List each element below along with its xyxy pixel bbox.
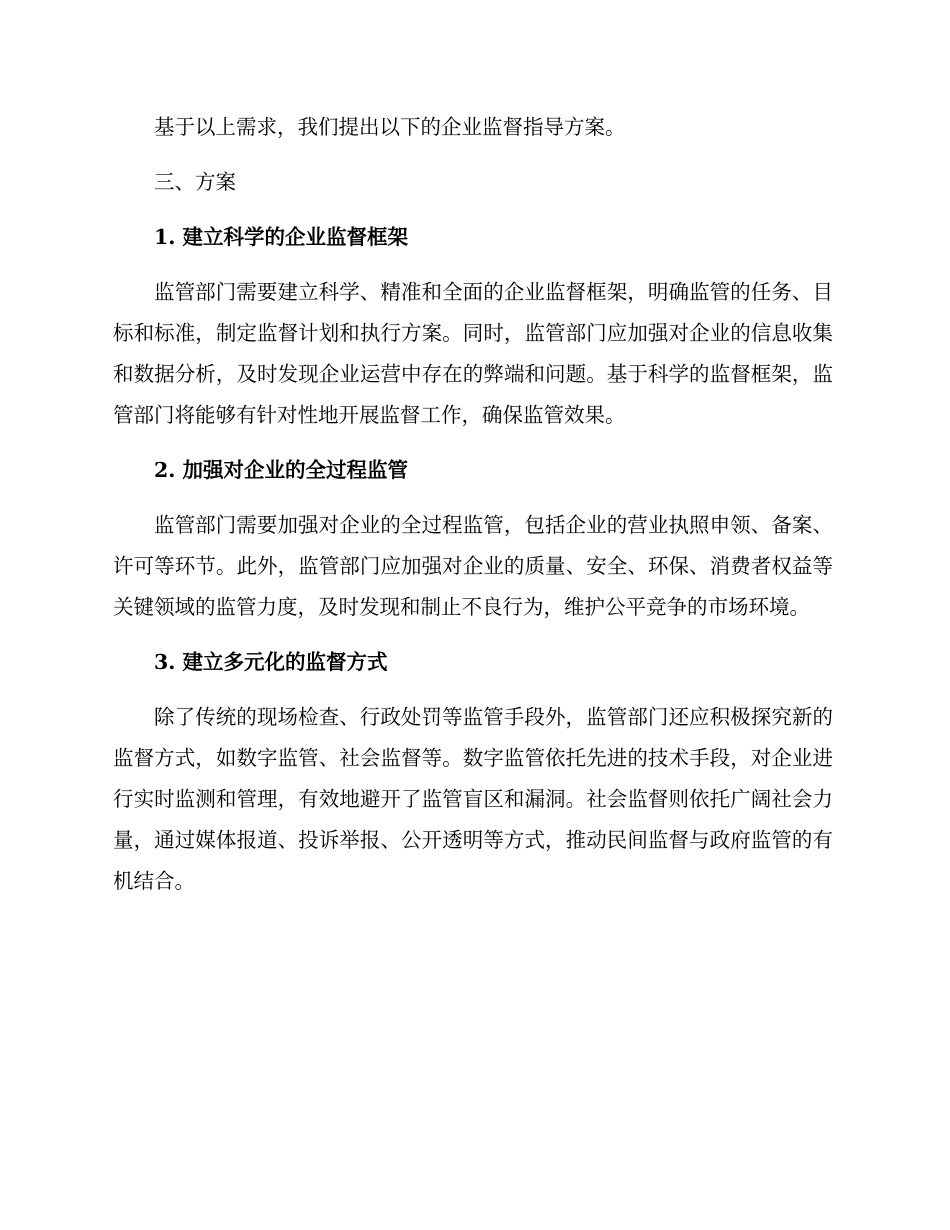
item-3-body: 除了传统的现场检查、行政处罚等监管手段外，监管部门还应积极探究新的监督方式，如数字监管、社会监督等。数字监管依托先进的技术手段，对企业进行实时监测和管理，有效地避开了监管盲区和漏洞。社会监督则依托广阔社会力量，通过媒体报道、投诉举报、公开透明等方式，推动民间监督与政府监管的有机结合。 <box>113 705 833 893</box>
item-2-heading: 2. 加强对企业的全过程监管 <box>154 458 409 482</box>
item-1-heading: 1. 建立科学的企业监督框架 <box>154 225 409 249</box>
item-3-heading: 3. 建立多元化的监督方式 <box>154 650 388 674</box>
item-1-body: 监管部门需要建立科学、精准和全面的企业监督框架，明确监管的任务、目标和标准，制定监督计划和执行方案。同时，监管部门应加强对企业的信息收集和数据分析，及时发现企业运营中存在的弊端和问题。基于科学的监督框架，监管部门将能够有针对性地开展监督工作，确保监管效果。 <box>113 280 833 427</box>
intro-paragraph: 基于以上需求，我们提出以下的企业监督指导方案。 <box>154 115 626 139</box>
document-body <box>113 107 833 916</box>
section-title: 三、方案 <box>154 170 236 194</box>
item-2-body: 监管部门需要加强对企业的全过程监管，包括企业的营业执照申领、备案、许可等环节。此外，监管部门应加强对企业的质量、安全、环保、消费者权益等关键领域的监管力度，及时发现和制止不良行为，维护公平竞争的市场环境。 <box>113 513 833 619</box>
